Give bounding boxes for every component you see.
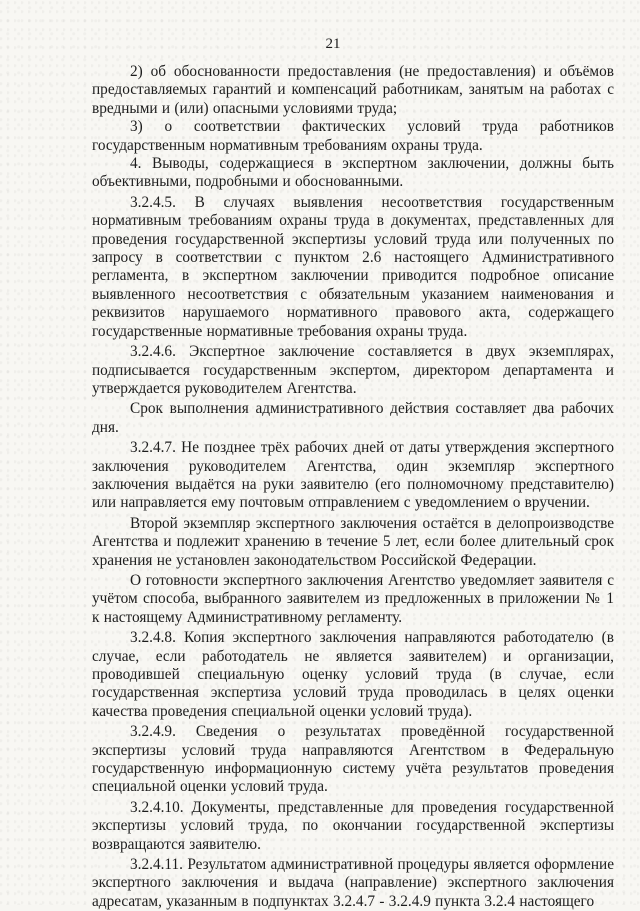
paragraph-3-2-4-11: 3.2.4.11. Результатом административной процедуры является оформление экспертного заключения и выдача (направление) экспертного заключения адресатам, указанным в подпунктах 3.2.4.7 - 3.2.4.9 пункта 3.2.4 настоящего: [92, 856, 614, 910]
page-number: 21: [325, 36, 341, 52]
paragraph-item-3: 3) о соответствии фактических условий труда работников государственным нормативным требованиям охраны труда.: [92, 118, 614, 154]
paragraph-deadline: Срок выполнения административного действия составляет два рабочих дня.: [92, 400, 614, 436]
paragraph-3-2-4-8: 3.2.4.8. Копия экспертного заключения направляются работодателю (в случае, если работодатель не является заявителем) и организации, проводившей специальную оценку условий труда (в случае, если государственная экспертиза условий труда проводилась в целях оценки качества проведения специальной оценки условий труда).: [92, 629, 614, 720]
paragraph-item-2: 2) об обоснованности предоставления (не предоставления) и объёмов предоставляемых гарантий и компенсаций работникам, занятым на работах с вредными и (или) опасными условиями труда;: [92, 63, 614, 117]
paragraph-conclusions: 4. Выводы, содержащиеся в экспертном заключении, должны быть объективными, подробными и обоснованными.: [92, 155, 614, 191]
paragraph-3-2-4-10: 3.2.4.10. Документы, представленные для проведения государственной экспертизы условий труда, по окончании государственной экспертизы возвращаются заявителю.: [92, 798, 614, 853]
paragraph-3-2-4-9: 3.2.4.9. Сведения о результатах проведённой государственной экспертизы условий труда направляются Агентством в Федеральную государственную информационную систему учёта результатов проведения специальной оценки условий труда.: [92, 723, 614, 796]
paragraph-readiness: О готовности экспертного заключения Агентство уведомляет заявителя с учётом способа, выбранного заявителем из предложенных в приложении № 1 к настоящему Административному регламенту.: [92, 571, 614, 626]
paragraph-second-copy: Второй экземпляр экспертного заключения остаётся в делопроизводстве Агентства и подлежит хранению в течение 5 лет, если более длительный срок хранения не установлен законодательством Российской Федерации.: [92, 514, 614, 569]
paragraph-3-2-4-6: 3.2.4.6. Экспертное заключение составляется в двух экземплярах, подписывается государственным экспертом, директором департамента и утверждается руководителем Агентства.: [92, 343, 614, 397]
paragraph-3-2-4-5: 3.2.4.5. В случаях выявления несоответствия государственным нормативным требованиям охраны труда в документах, представленных для проведения государственной экспертизы условий труда или полученных по запросу в соответствии с пунктом 2.6 настоящего Административного регламента, в экспертном заключении приводится подробное описание выявленного несоответствия с обязательным указанием наименования и реквизитов нарушаемого нормативного правового акта, содержащего государственные нормативные требования охраны труда.: [92, 193, 614, 340]
paragraph-3-2-4-7: 3.2.4.7. Не позднее трёх рабочих дней от даты утверждения экспертного заключения руководителем Агентства, один экземпляр экспертного заключения выдаётся на руки заявителю (его полномочному представителю) или направляется ему почтовым отправлением с уведомлением о вручении.: [92, 439, 614, 512]
